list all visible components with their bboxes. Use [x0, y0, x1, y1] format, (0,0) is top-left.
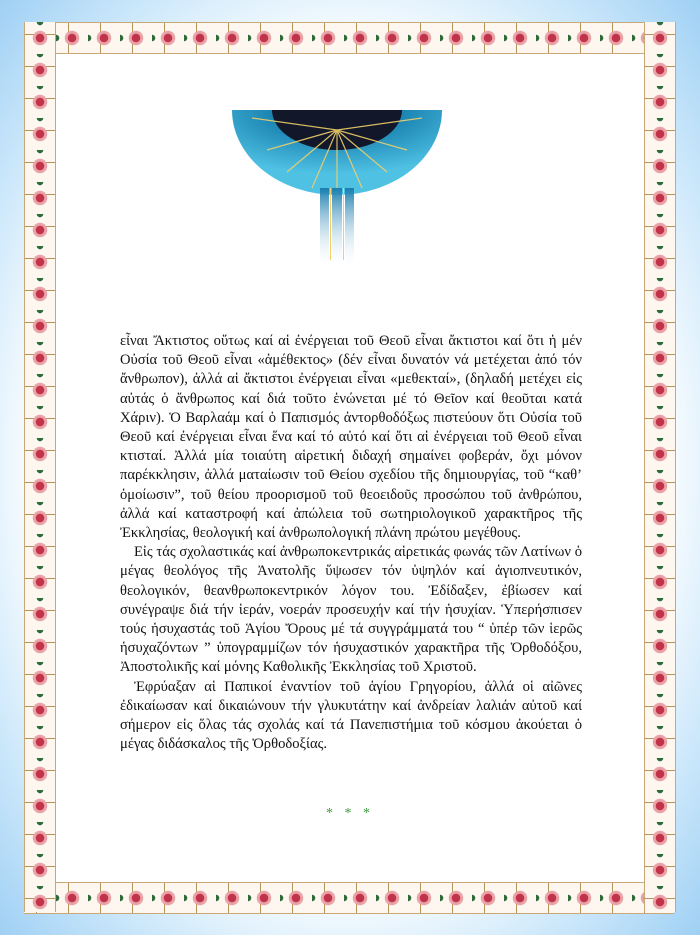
descending-beam-right	[345, 188, 354, 270]
paragraph-3: Ἐφρύαξαν αἱ Παπικοί ἐναντίον τοῦ ἁγίου Γρηγορίου, ἀλλά οἱ αἰῶνες ἐδικαίωσαν καί δικαιώνουν τήν γλυκυτάτην καί ἀνδρείαν λαλιάν αὐτοῦ καί σήμερον εἰς ὅλας τάς σχολάς καί τά Πανεπιστήμια τοῦ κόσμου ἀκούεται ὁ μέγας διδάσκαλος τῆς Ὀρθοδοξίας.	[120, 678, 582, 753]
descending-beam-left	[320, 188, 329, 270]
paragraph-2: Εἰς τάς σχολαστικάς καί ἀνθρωποκεντρικάς αἱρετικάς φωνάς τῶν Λατίνων ὁ μέγας θεολόγος τῆς Ἀνατολῆς ὕψωσεν τόν ὑψηλόν καί ἁγιοπνευτικόν, θεολογικόν, θεανθρωποκεντρικόν λόγον του. Ἐδίδαξεν, ἐβίωσεν καί συνέγραψε διά τήν ἱεράν, νοεράν προσευχήν καί τήν ἡσυχίαν. Ὑπερήσπισεν τούς ἡσυχαστάς τοῦ Ἁγίου Ὄρους μέ τά συγγράμματά του “ ὑπέρ τῶν ἱερῶς ἡσυχαζόντων ” ὑπογραμμίζων τόν ἡσυχαστικόν χαρακτῆρα τῆς Ὀρθοδόξου, Ἀποστολικῆς καί μόνης Καθολικῆς Ἐκκλησίας τοῦ Χριστοῦ.	[120, 544, 582, 676]
ornamental-border-right	[644, 22, 676, 912]
radiant-halo-emblem	[232, 110, 442, 270]
ornamental-border-bottom	[24, 882, 674, 914]
section-separator: * * *	[326, 806, 374, 821]
paragraph-1: εἶναι Ἄκτιστος οὕτως καί αἱ ἐνέργειαι τοῦ Θεοῦ εἶναι ἄκτιστοι καί ὅτι ἡ μέν Οὐσία τοῦ Θεοῦ εἶναι «ἀμέθεκτος» (δέν εἶναι δυνατόν νά μετέχεται ἀπό τόν ἄνθρωπον), ἀλλά αἱ ἄκτιστοι ἐνέργειαι εἶναι «μεθεκταί», (δηλαδή μετέχει εἰς αὐτάς ὁ ἄνθρωπος καί διά τοῦτο ἑνώνεται μέ τό Θεῖον καί θεοῦται κατά Χάριν). Ὁ Βαρλαάμ καί ὁ Παπισμός ἀντορθοδόξως πιστεύουν ὅτι Οὐσία τοῦ Θεοῦ καί ἐνέργειαι εἶναι ἕνα καί τό αὐτό καί ὅτι αἱ ἐνέργειαι τοῦ Θεοῦ εἶναι κτισταί. Ἀλλά μία τοιαύτη αἱρετική διδαχή σημαίνει φοβεράν, ὄχι μόνον παρέκκλησιν, ἀλλά ματαίωσιν τοῦ Θείου σχεδίου τῆς δημιουργίας, τοῦ “καθ’ ὁμοίωσιν”, τοῦ θείου προορισμοῦ τοῦ θεοειδοῦς προσώπου τοῦ ἀνθρώπου, ἀλλά καί καταστροφή καί ἀπώλεια τοῦ σωτηριολογικοῦ χαρακτῆρος τῆς Ἐκκλησίας, θεολογική καί ἀνθρωπολογική πλάνη πρώτου μεγέθους.	[120, 333, 582, 542]
body-text	[120, 332, 582, 754]
ornamental-border-top	[24, 22, 674, 54]
ornamental-border-left	[24, 22, 56, 912]
descending-beam-center	[332, 188, 342, 270]
